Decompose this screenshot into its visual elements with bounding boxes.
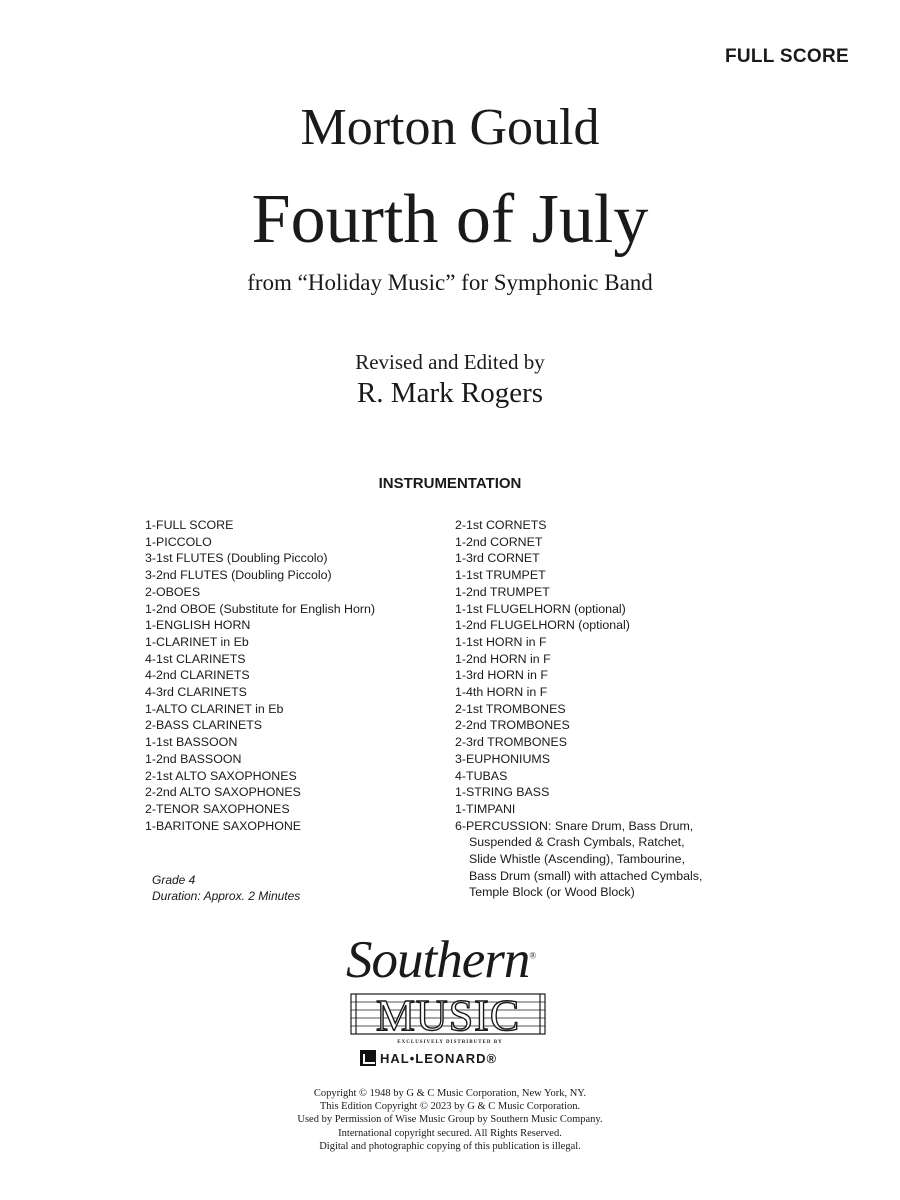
full-score-label: FULL SCORE xyxy=(724,46,849,67)
page-title: Fourth of July xyxy=(251,181,649,258)
list-item-continued: Slide Whistle (Ascending), Tambourine, xyxy=(469,852,686,867)
list-item: 2-3rd TROMBONES xyxy=(455,735,567,750)
registered-mark: ® xyxy=(529,950,536,961)
hal-leonard-logo xyxy=(360,1048,497,1068)
revised-label: Revised and Edited by xyxy=(355,350,545,374)
music-logo-staff xyxy=(350,993,546,1035)
logo-music-text: MUSIC xyxy=(375,993,521,1035)
list-item: 1-BARITONE SAXOPHONE xyxy=(145,818,302,833)
copyright-block xyxy=(0,1087,900,1153)
instrumentation-heading: INSTRUMENTATION xyxy=(378,475,522,492)
list-item: 1-2nd TRUMPET xyxy=(455,584,550,599)
editor-name: R. Mark Rogers xyxy=(356,377,544,409)
list-item: 1-2nd HORN in F xyxy=(455,651,551,666)
list-item: 2-1st CORNETS xyxy=(455,518,547,532)
duration-text: Duration: Approx. 2 Minutes xyxy=(152,889,301,903)
distributor-name: HAL•LEONARD® xyxy=(380,1050,498,1066)
list-item: 2-1st TROMBONES xyxy=(455,701,566,716)
copyright-line: Used by Permission of Wise Music Group by Southern Music Company. xyxy=(297,1114,603,1126)
list-item: 2-TENOR SAXOPHONES xyxy=(145,801,290,816)
list-item: 4-1st CLARINETS xyxy=(145,651,246,666)
list-item: 1-ENGLISH HORN xyxy=(145,618,251,633)
list-item: 2-OBOES xyxy=(145,584,201,599)
copyright-line: Copyright © 1948 by G & C Music Corporation, New York, NY. xyxy=(313,1088,587,1099)
subtitle: from “Holiday Music” for Symphonic Band xyxy=(247,270,653,295)
instrument-list-right xyxy=(455,517,702,901)
list-item: 1-1st TRUMPET xyxy=(455,568,546,583)
list-item-continued: Suspended & Crash Cymbals, Ratchet, xyxy=(469,835,685,850)
list-item: 1-1st FLUGELHORN (optional) xyxy=(455,601,626,616)
list-item: 2-1st ALTO SAXOPHONES xyxy=(145,768,297,783)
list-item-continued: Temple Block (or Wood Block) xyxy=(469,885,635,900)
list-item: 3-EUPHONIUMS xyxy=(455,751,551,766)
list-item: 1-2nd BASSOON xyxy=(145,751,242,766)
list-item: 4-2nd CLARINETS xyxy=(145,668,250,683)
list-item: 3-2nd FLUTES (Doubling Piccolo) xyxy=(145,568,332,583)
grade-duration xyxy=(152,872,300,904)
list-item: 2-2nd TROMBONES xyxy=(455,718,570,733)
list-item: 1-1st BASSOON xyxy=(145,735,238,750)
list-item: 1-3rd HORN in F xyxy=(455,668,548,683)
list-item: 1-4th HORN in F xyxy=(455,685,548,700)
instrument-list-left xyxy=(145,517,375,834)
southern-logo-script xyxy=(346,930,535,990)
grade-text: Grade 4 xyxy=(152,873,196,887)
list-item: 1-CLARINET in Eb xyxy=(145,634,249,649)
list-item-continued: Bass Drum (small) with attached Cymbals, xyxy=(469,868,703,883)
list-item: 1-FULL SCORE xyxy=(145,518,234,532)
list-item: 3-1st FLUTES (Doubling Piccolo) xyxy=(145,551,328,566)
hal-leonard-icon xyxy=(360,1050,376,1066)
list-item: 2-BASS CLARINETS xyxy=(145,718,263,733)
copyright-line: International copyright secured. All Rights Reserved. xyxy=(338,1127,562,1139)
list-item: 2-2nd ALTO SAXOPHONES xyxy=(145,785,301,800)
copyright-line: Digital and photographic copying of this publication is illegal. xyxy=(319,1140,581,1152)
copyright-line: This Edition Copyright © 2023 by G & C Music Corporation. xyxy=(319,1101,581,1113)
composer-name: Morton Gould xyxy=(300,99,600,156)
list-item: 1-ALTO CLARINET in Eb xyxy=(145,701,284,716)
list-item: 1-PICCOLO xyxy=(145,534,212,549)
distributed-by-label: EXCLUSIVELY DISTRIBUTED BY xyxy=(397,1040,503,1045)
list-item: 1-TIMPANI xyxy=(455,801,516,816)
list-item: 1-1st HORN in F xyxy=(455,634,547,649)
list-item: 4-3rd CLARINETS xyxy=(145,685,247,700)
list-item: 1-2nd CORNET xyxy=(455,534,543,549)
list-item: 1-3rd CORNET xyxy=(455,551,540,566)
list-item: 6-PERCUSSION: Snare Drum, Bass Drum, xyxy=(455,818,694,833)
list-item: 1-2nd OBOE (Substitute for English Horn) xyxy=(145,601,376,616)
list-item: 4-TUBAS xyxy=(455,768,508,783)
logo-script-text: Southern xyxy=(346,931,530,989)
list-item: 1-STRING BASS xyxy=(455,785,550,800)
list-item: 1-2nd FLUGELHORN (optional) xyxy=(455,618,630,633)
